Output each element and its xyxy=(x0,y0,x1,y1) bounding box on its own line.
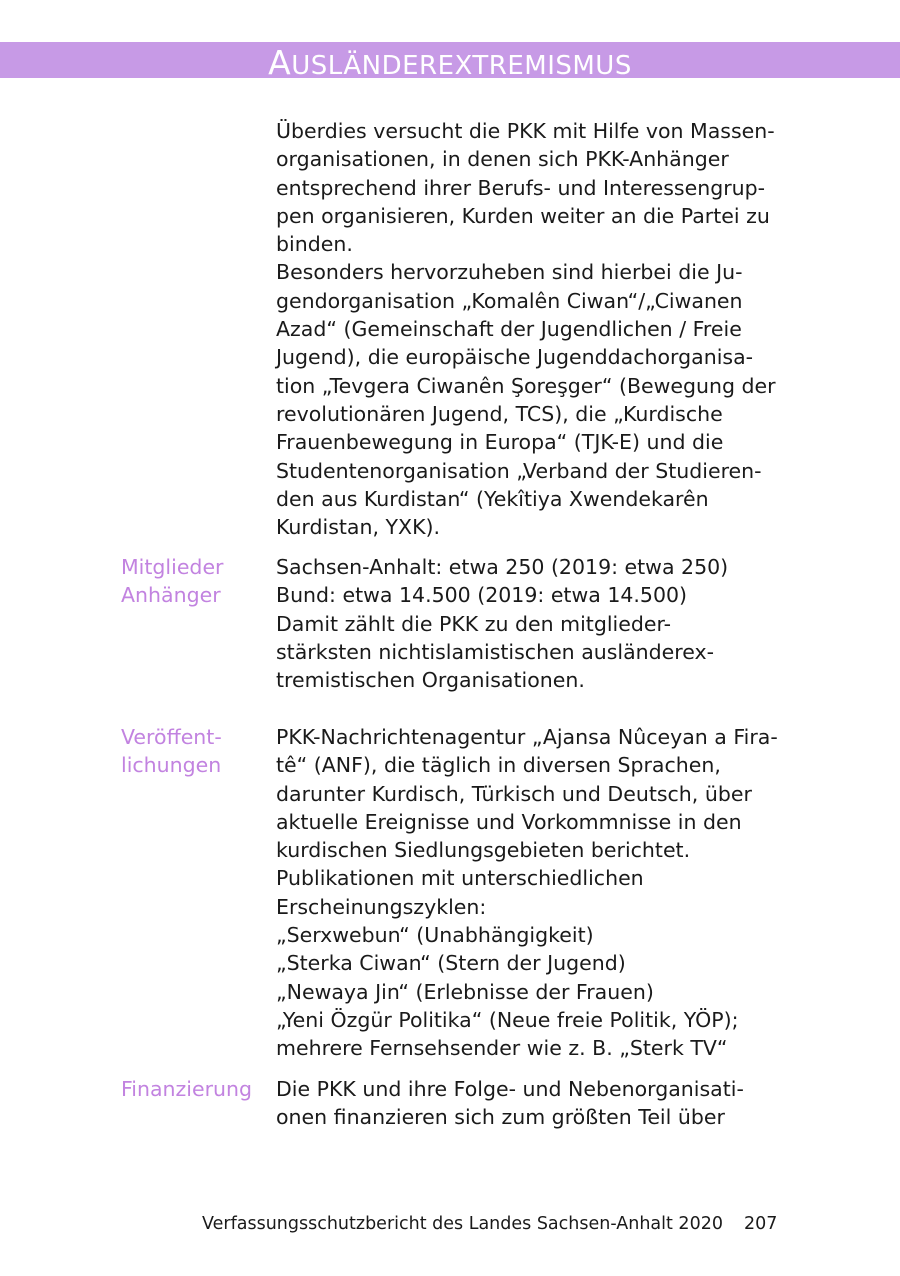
label-line: Anhänger xyxy=(121,583,221,608)
text-line: den aus Kurdistan“ (Yekîtiya Xwendekarên xyxy=(276,486,709,511)
text-line: Bund: etwa 14.500 (2019: etwa 14.500) xyxy=(276,583,688,608)
text-line: darunter Kurdisch, Türkisch und Deutsch, über xyxy=(276,781,752,806)
section-title-rest: USLÄNDEREXTREMISMUS xyxy=(291,51,632,81)
text-line: Publikationen mit unterschiedlichen xyxy=(276,866,644,891)
text-line: Überdies versucht die PKK mit Hilfe von Massen- xyxy=(276,119,775,143)
text-line: Sachsen-Anhalt: etwa 250 (2019: etwa 250) xyxy=(276,555,729,579)
financing-text xyxy=(276,1075,776,1132)
section-header-banner xyxy=(0,42,900,82)
text-line: Erscheinungszyklen: xyxy=(276,894,487,919)
text-line: kurdischen Siedlungsgebieten berichtet. xyxy=(276,838,691,863)
text-line: gendorganisation „Komalên Ciwan“/„Ciwanen xyxy=(276,288,743,313)
intro-paragraph xyxy=(276,117,776,541)
text-line: Jugend), die europäische Jugenddachorganisa- xyxy=(276,345,754,370)
text-line: tremistischen Organisationen. xyxy=(276,668,585,693)
text-line: „Newaya Jin“ (Erlebnisse der Frauen) xyxy=(276,979,654,1004)
text-line: pen organisieren, Kurden weiter an die Partei zu xyxy=(276,203,770,228)
text-line: Frauenbewegung in Europa“ (TJK-E) und die xyxy=(276,430,724,455)
text-line: organisationen, in denen sich PKK-Anhänger xyxy=(276,147,729,172)
text-line: entsprechend ihrer Berufs- und Interessengrup- xyxy=(276,175,766,200)
text-line: Studentenorganisation „Verband der Studieren- xyxy=(276,458,762,483)
members-label xyxy=(121,553,271,610)
text-line: stärksten nichtislamistischen ausländerex- xyxy=(276,639,715,664)
text-line: binden. xyxy=(276,232,353,257)
publications-text xyxy=(276,723,776,1063)
label-line: Finanzierung xyxy=(121,1077,253,1101)
financing-label xyxy=(121,1075,271,1103)
text-line: „Yeni Özgür Politika“ (Neue freie Politik, YÖP); xyxy=(276,1007,739,1032)
page-number: 207 xyxy=(744,1214,778,1234)
label-line: Veröffent- xyxy=(121,725,222,749)
text-line: Die PKK und ihre Folge- und Nebenorganisati- xyxy=(276,1077,744,1101)
publications-label xyxy=(121,723,271,780)
label-line: Mitglieder xyxy=(121,555,224,579)
text-line: Besonders hervorzuheben sind hierbei die Ju- xyxy=(276,260,743,285)
text-line: Azad“ (Gemeinschaft der Jugendlichen / Freie xyxy=(276,317,742,342)
text-line: tê“ (ANF), die täglich in diversen Sprachen, xyxy=(276,753,721,778)
text-line: Kurdistan, YXK). xyxy=(276,515,441,540)
footer-text: Verfassungsschutzbericht des Landes Sachsen-Anhalt 2020 xyxy=(202,1214,723,1234)
text-line: onen finanzieren sich zum größten Teil über xyxy=(276,1105,725,1130)
text-line: PKK-Nachrichtenagentur „Ajansa Nûceyan a Fira- xyxy=(276,725,778,749)
text-line: Damit zählt die PKK zu den mitglieder- xyxy=(276,611,671,636)
label-line: lichungen xyxy=(121,753,222,778)
text-line: revolutionären Jugend, TCS), die „Kurdische xyxy=(276,401,723,426)
text-line: mehrere Fernsehsender wie z. B. „Sterk TV“ xyxy=(276,1036,728,1061)
text-line: „Sterka Ciwan“ (Stern der Jugend) xyxy=(276,951,626,976)
text-line: tion „Tevgera Ciwanên Şoreşger“ (Bewegung der xyxy=(276,373,776,398)
section-title-initial: A xyxy=(268,43,292,82)
text-line: aktuelle Ereignisse und Vorkommnisse in den xyxy=(276,809,742,834)
members-text xyxy=(276,553,776,694)
text-line: „Serxwebun“ (Unabhängigkeit) xyxy=(276,923,594,948)
